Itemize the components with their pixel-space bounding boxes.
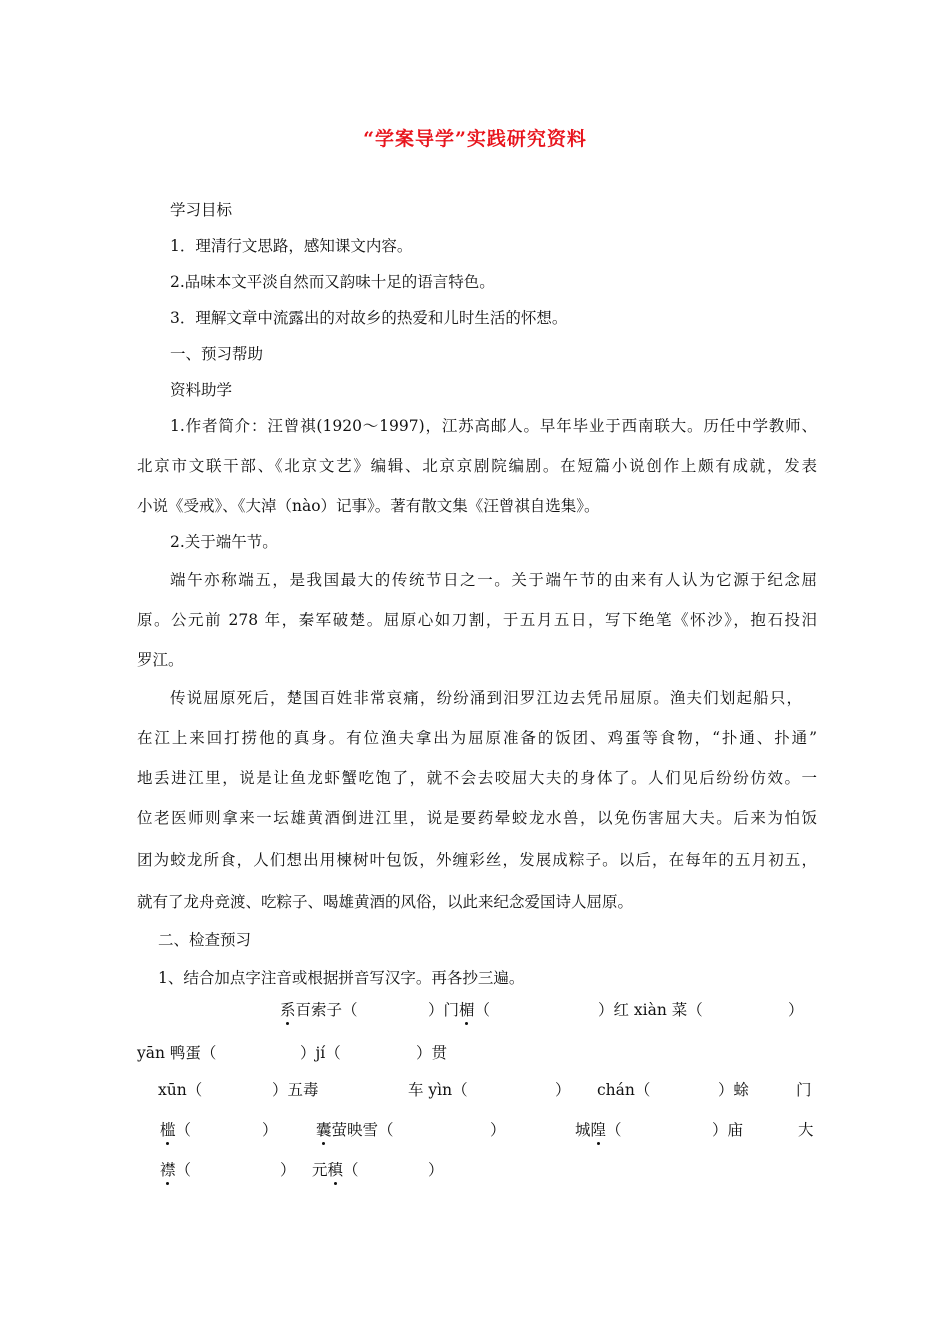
legend-paragraph-line: 传说屈原死后，楚国百姓非常哀痛，纷纷涌到汨罗江边去凭吊屈原。渔夫们划起船只， <box>170 689 802 707</box>
section-heading-check: 二、检查预习 <box>158 931 252 949</box>
festival-paragraph-line: 罗江。 <box>137 651 184 669</box>
exercise-item: xūn（ <box>158 1081 203 1099</box>
section-heading-preview: 一、预习帮助 <box>170 345 264 363</box>
exercise-item: ） <box>262 1121 278 1139</box>
goals-heading: 学习目标 <box>170 201 233 219</box>
exercise-item: yān 鸭蛋（ <box>137 1044 217 1062</box>
goal-item: 1．理清行文思路，感知课文内容。 <box>170 237 413 255</box>
exercise-item: ）jí（ <box>300 1044 341 1062</box>
exercise-item: ） <box>788 1001 804 1019</box>
exercise-item: 系百索子（ <box>280 1001 358 1019</box>
festival-paragraph-line: 原。公元前 278 年，秦军破楚。屈原心如刀割，于五月五日，写下绝笔《怀沙》，抱石投汨 <box>137 611 817 629</box>
exercise-item: 囊萤映雪（ <box>316 1121 394 1139</box>
exercise-item: ） <box>280 1161 296 1179</box>
exercise-item: chán（ <box>597 1081 651 1099</box>
exercise-item: ） <box>490 1121 506 1139</box>
exercise-item: ） <box>428 1161 444 1179</box>
exercise-instruction: 1、结合加点字注音或根据拼音写汉字。再各抄三遍。 <box>158 969 525 987</box>
goal-item: 2.品味本文平淡自然而又韵味十足的语言特色。 <box>170 273 495 291</box>
exercise-item: ）贯 <box>416 1044 448 1062</box>
exercise-item: ）门楣（ <box>428 1001 491 1019</box>
author-intro-line: 北京市文联干部、《北京文艺》编辑、北京京剧院编剧。在短篇小说创作上颇有成就，发表 <box>137 457 817 475</box>
exercise-item: 车 yìn（ <box>408 1081 468 1099</box>
legend-paragraph-line: 地丢进江里，说是让鱼龙虾蟹吃饱了，就不会去咬屈大夫的身体了。人们见后纷纷仿效。一 <box>137 769 817 787</box>
exercise-item: ）红 xiàn 菜（ <box>598 1001 703 1019</box>
document-title: “学案导学”实践研究资料 <box>363 128 587 150</box>
exercise-item: ）五毒 <box>272 1081 319 1099</box>
legend-paragraph-line: 团为蛟龙所食，人们想出用楝树叶包饭，外缠彩丝，发展成粽子。以后，在每年的五月初五， <box>137 851 817 869</box>
legend-paragraph-line: 在江上来回打捞他的真身。有位渔夫拿出为屈原准备的饭团、鸡蛋等食物，“扑通、扑通” <box>137 729 817 747</box>
exercise-item: 襟（ <box>160 1161 192 1179</box>
author-intro-line: 小说《受戒》、《大淖（nào）记事》。著有散文集《汪曾祺自选集》。 <box>137 497 600 515</box>
goal-item: 3．理解文章中流露出的对故乡的热爱和儿时生活的怀想。 <box>170 309 568 327</box>
festival-heading: 2.关于端午节。 <box>170 533 278 551</box>
exercise-item: 大 <box>798 1121 814 1139</box>
author-intro-line: 1.作者简介：汪曾祺(1920～1997)，江苏高邮人。早年毕业于西南联大。历任中学教师、 <box>170 417 817 435</box>
subheading-materials: 资料助学 <box>170 381 233 399</box>
exercise-item: ） <box>555 1081 571 1099</box>
exercise-item: 元稹（ <box>312 1161 359 1179</box>
legend-paragraph-line: 就有了龙舟竞渡、吃粽子、喝雄黄酒的风俗，以此来纪念爱国诗人屈原。 <box>137 893 634 911</box>
exercise-item: 槛（ <box>160 1121 192 1139</box>
exercise-item: ）蜍 <box>718 1081 750 1099</box>
legend-paragraph-line: 位老医师则拿来一坛雄黄酒倒进江里，说是要药晕蛟龙水兽，以免伤害屈大夫。后来为怕饭 <box>137 809 817 827</box>
exercise-item: ）庙 <box>712 1121 744 1139</box>
festival-paragraph-line: 端午亦称端五，是我国最大的传统节日之一。关于端午节的由来有人认为它源于纪念屈 <box>170 571 817 589</box>
exercise-item: 城隍（ <box>575 1121 622 1139</box>
exercise-item: 门 <box>796 1081 812 1099</box>
